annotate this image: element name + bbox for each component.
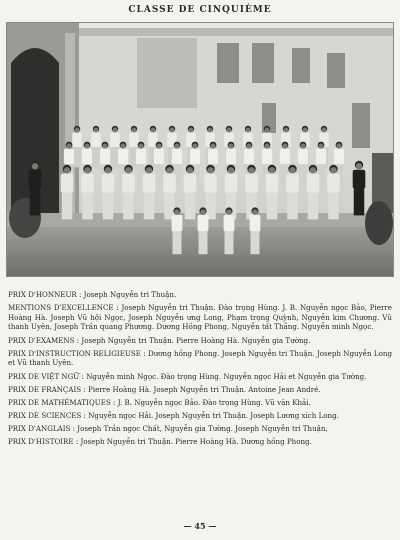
prize-label: PRIX DE SCIENCES : [8,411,86,421]
prize-winners: Pierre Hoàng Hà. Joseph Nguyễn tri Thuận. Antoine Jean André. [85,384,321,394]
prize-winners: Joseph Nguyễn tri Thuận. Đào trọng Hùng. J. B. Nguyễn ngọc Bảo, Pierre Hoàng Hà. Joseph Vũ hội Ngọc, Joseph Nguyễn ưng Long, Phạm trọng Quỳnh, Nguyễn kim Chương. Vũ thanh Uyên, Joseph Trần quang Phương. Dương Hồng Phong, Nguyễn tất Thắng. Nguyễn minh Ngọc. [8,303,392,332]
prize-entry [8,398,392,408]
prize-winners: Dương hồng Phong. Joseph Nguyễn tri Thuận. Joseph Nguyễn Long et Vũ thanh Uyên. [8,348,392,368]
prize-label: PRIX D'INSTRUCTION RELIGIEUSE : [8,348,146,358]
prize-entry [8,290,392,300]
prize-winners: J. B. Nguyễn ngọc Bảo. Đào trọng Hùng. Vũ văn Khải. [115,397,311,407]
prize-winners: Nguyễn ngọc Hải. Joseph Nguyễn tri Thuận. Joseph Lương xích Long. [85,411,339,421]
prize-label: PRIX DE MATHÉMATIQUES : [8,397,116,407]
class-group-photo [6,22,394,277]
prize-winners: Joseph Nguyễn tri Thuận. [81,290,177,299]
prize-entry [8,336,392,346]
prize-winners: Joseph Nguyễn tri Thuận. Pierre Hoàng Hà. Nguyễn gia Tường. [79,335,311,345]
prize-entry [8,303,392,332]
prize-label: PRIX DE FRANÇAIS : [8,384,86,394]
prize-label: PRIX DE VIỆT NGỮ : [8,371,84,381]
prize-label: PRIX D'HONNEUR : [8,290,82,299]
page-number: — 45 — [183,521,217,531]
prize-winners: Joseph Nguyễn tri Thuận. Pierre Hoàng Hà. Dương hồng Phong. [78,437,312,447]
page-title: CLASSE DE CINQUIÈME [128,5,272,15]
prize-label: PRIX D'EXAMENS : [8,335,80,345]
prize-winners: Nguyễn minh Ngọc. Đào trọng Hùng. Nguyễn ngọc Hải et Nguyễn gia Tường. [83,371,367,381]
photo-illustration [7,23,393,276]
prize-entry [8,349,392,368]
prize-entry [8,372,392,382]
prize-label: MENTIONS D'EXCELLENCE : [8,303,119,313]
prize-label: PRIX D'HISTOIRE : [8,437,79,447]
prize-entry [8,437,392,447]
prize-list [8,290,392,451]
prize-entry [8,424,392,434]
prize-label: PRIX D'ANGLAIS : [8,424,75,434]
prize-entry [8,385,392,395]
prize-entry [8,411,392,421]
prize-winners: Joseph Trần ngọc Chất, Nguyễn gia Tường. Joseph Nguyễn tri Thuận, [75,424,328,434]
